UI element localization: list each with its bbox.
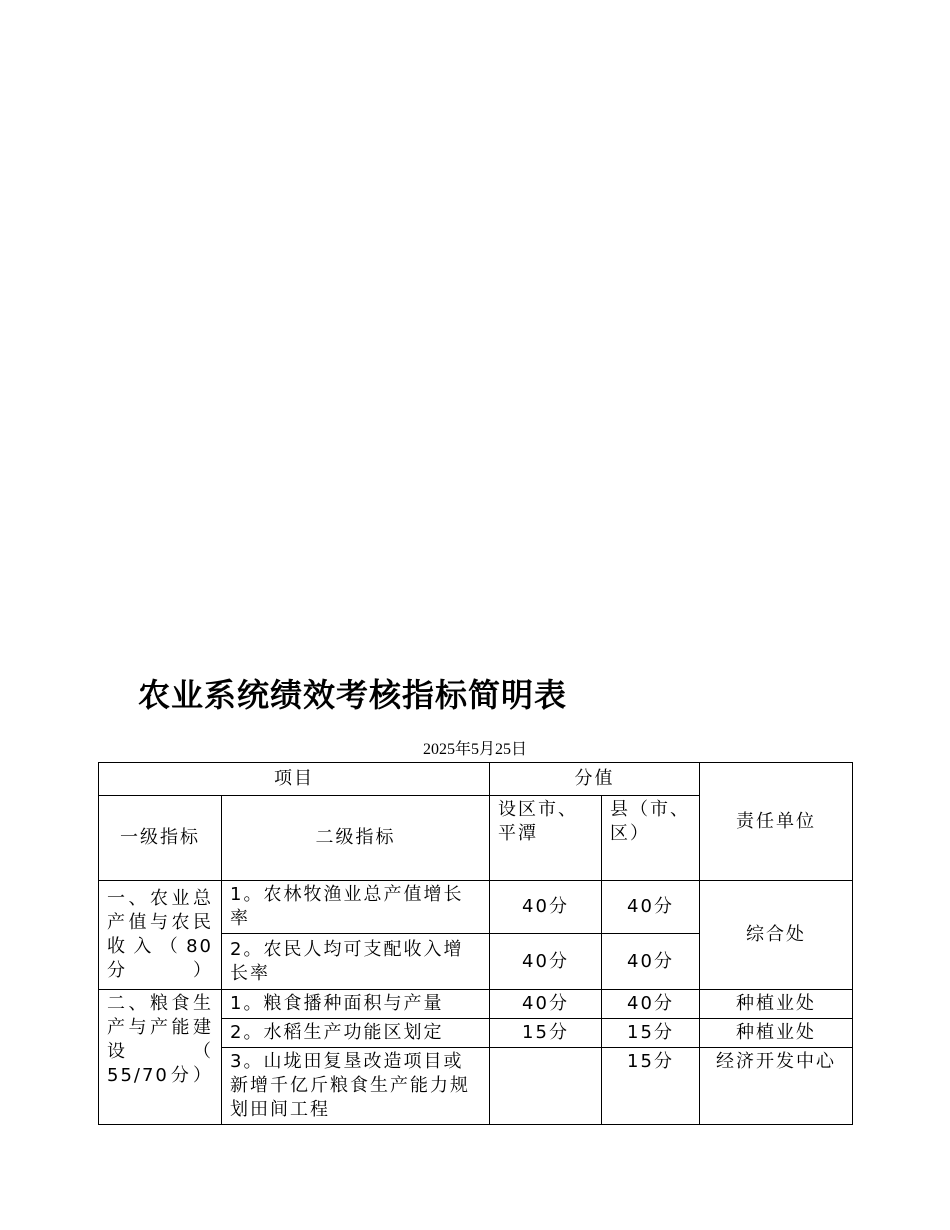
header-row-1 xyxy=(99,763,853,796)
level2-cell: 2。农民人均可支配收入增长率 xyxy=(222,934,490,990)
header-city: 设区市、平潭 xyxy=(490,796,602,881)
county-score-cell: 15分 xyxy=(602,1048,700,1125)
county-score-cell: 40分 xyxy=(602,881,700,934)
county-score-cell: 40分 xyxy=(602,934,700,990)
table-row xyxy=(99,990,853,1019)
level2-cell: 3。山垅田复垦改造项目或新增千亿斤粮食生产能力规划田间工程 xyxy=(222,1048,490,1125)
header-unit: 责任单位 xyxy=(700,763,853,881)
document-title: 农业系统绩效考核指标简明表 xyxy=(138,676,568,714)
document-date: 2025年5月25日 xyxy=(422,741,527,758)
header-score: 分值 xyxy=(490,763,700,796)
level2-cell: 1。粮食播种面积与产量 xyxy=(222,990,490,1019)
header-county: 县（市、区） xyxy=(602,796,700,881)
city-score-cell: 40分 xyxy=(490,934,602,990)
level1-cell: 二、粮食生产与产能建设（ 55/70分） xyxy=(99,990,222,1125)
table-row xyxy=(99,881,853,934)
level1-cell: 一、农业总产值与农民收入（80分） xyxy=(99,881,222,990)
level2-cell: 1。农林牧渔业总产值增长率 xyxy=(222,881,490,934)
header-level2: 二级指标 xyxy=(222,796,490,881)
unit-cell: 种植业处 xyxy=(700,1019,853,1048)
indicator-table xyxy=(98,762,853,1125)
header-level1: 一级指标 xyxy=(99,796,222,881)
header-project: 项目 xyxy=(99,763,490,796)
unit-cell: 种植业处 xyxy=(700,990,853,1019)
county-score-cell: 40分 xyxy=(602,990,700,1019)
unit-cell: 综合处 xyxy=(700,881,853,990)
city-score-cell xyxy=(490,1048,602,1125)
city-score-cell: 15分 xyxy=(490,1019,602,1048)
city-score-cell: 40分 xyxy=(490,990,602,1019)
unit-cell: 经济开发中心 xyxy=(700,1048,853,1125)
county-score-cell: 15分 xyxy=(602,1019,700,1048)
level2-cell: 2。水稻生产功能区划定 xyxy=(222,1019,490,1048)
city-score-cell: 40分 xyxy=(490,881,602,934)
